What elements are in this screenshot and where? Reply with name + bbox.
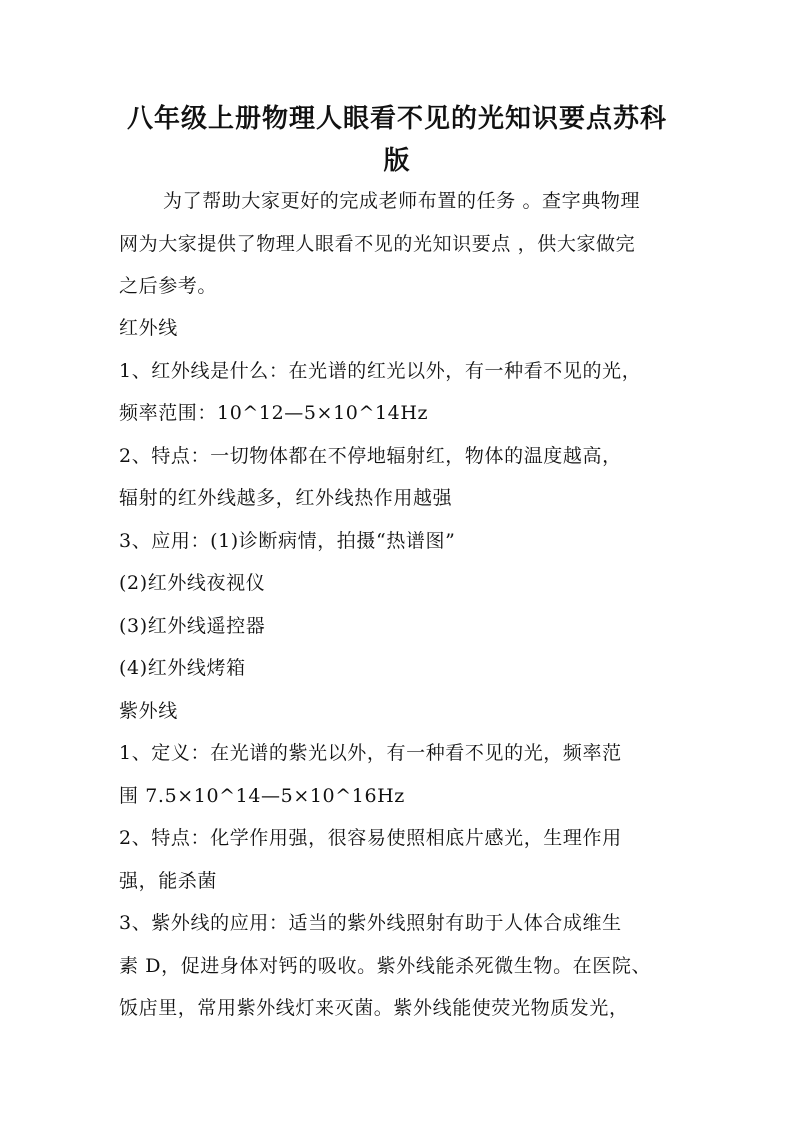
- ultraviolet-item-3-line-1: 3、紫外线的应用：适当的紫外线照射有助于人体合成维生: [119, 912, 622, 934]
- intro-paragraph-line-1: 为了帮助大家更好的完成老师布置的任务 。查字典物理: [163, 190, 641, 212]
- ultraviolet-item-3-line-2: 素 D，促进身体对钙的吸收。紫外线能杀死微生物。在医院、: [119, 955, 652, 977]
- intro-paragraph-line-2: 网为大家提供了物理人眼看不见的光知识要点 ，供大家做完: [119, 233, 636, 255]
- ultraviolet-item-3-line-3: 饭店里，常用紫外线灯来灭菌。紫外线能使荧光物质发光，: [119, 997, 629, 1019]
- infrared-item-1-line-2: 频率范围：10^12—5×10^14Hz: [119, 402, 429, 424]
- document-title-line-1: 八年级上册物理人眼看不见的光知识要点苏科: [126, 104, 667, 134]
- document-title-line-2: 版: [383, 146, 411, 176]
- ultraviolet-item-1-line-2: 围 7.5×10^14—5×10^16Hz: [119, 785, 405, 807]
- infrared-item-2-line-1: 2、特点：一切物体都在不停地辐射红，物体的温度越高，: [119, 445, 622, 467]
- infrared-item-3-sub-4: (4)红外线烤箱: [119, 657, 246, 679]
- section-heading-ultraviolet: 紫外线: [119, 700, 178, 722]
- section-heading-infrared: 红外线: [119, 317, 178, 339]
- infrared-item-3-sub-3: (3)红外线遥控器: [119, 615, 266, 637]
- ultraviolet-item-1-line-1: 1、定义：在光谱的紫光以外，有一种看不见的光，频率范: [119, 742, 622, 764]
- infrared-item-3-line-1: 3、应用：(1)诊断病情，拍摄“热谱图”: [119, 530, 456, 552]
- ultraviolet-item-2-line-2: 强，能杀菌: [119, 870, 218, 892]
- infrared-item-3-sub-2: (2)红外线夜视仪: [119, 572, 266, 594]
- infrared-item-2-line-2: 辐射的红外线越多，红外线热作用越强: [119, 487, 453, 509]
- ultraviolet-item-2-line-1: 2、特点：化学作用强，很容易使照相底片感光，生理作用: [119, 827, 622, 849]
- infrared-item-1-line-1: 1、红外线是什么：在光谱的红光以外，有一种看不见的光，: [119, 360, 642, 382]
- intro-paragraph-line-3: 之后参考。: [119, 275, 218, 297]
